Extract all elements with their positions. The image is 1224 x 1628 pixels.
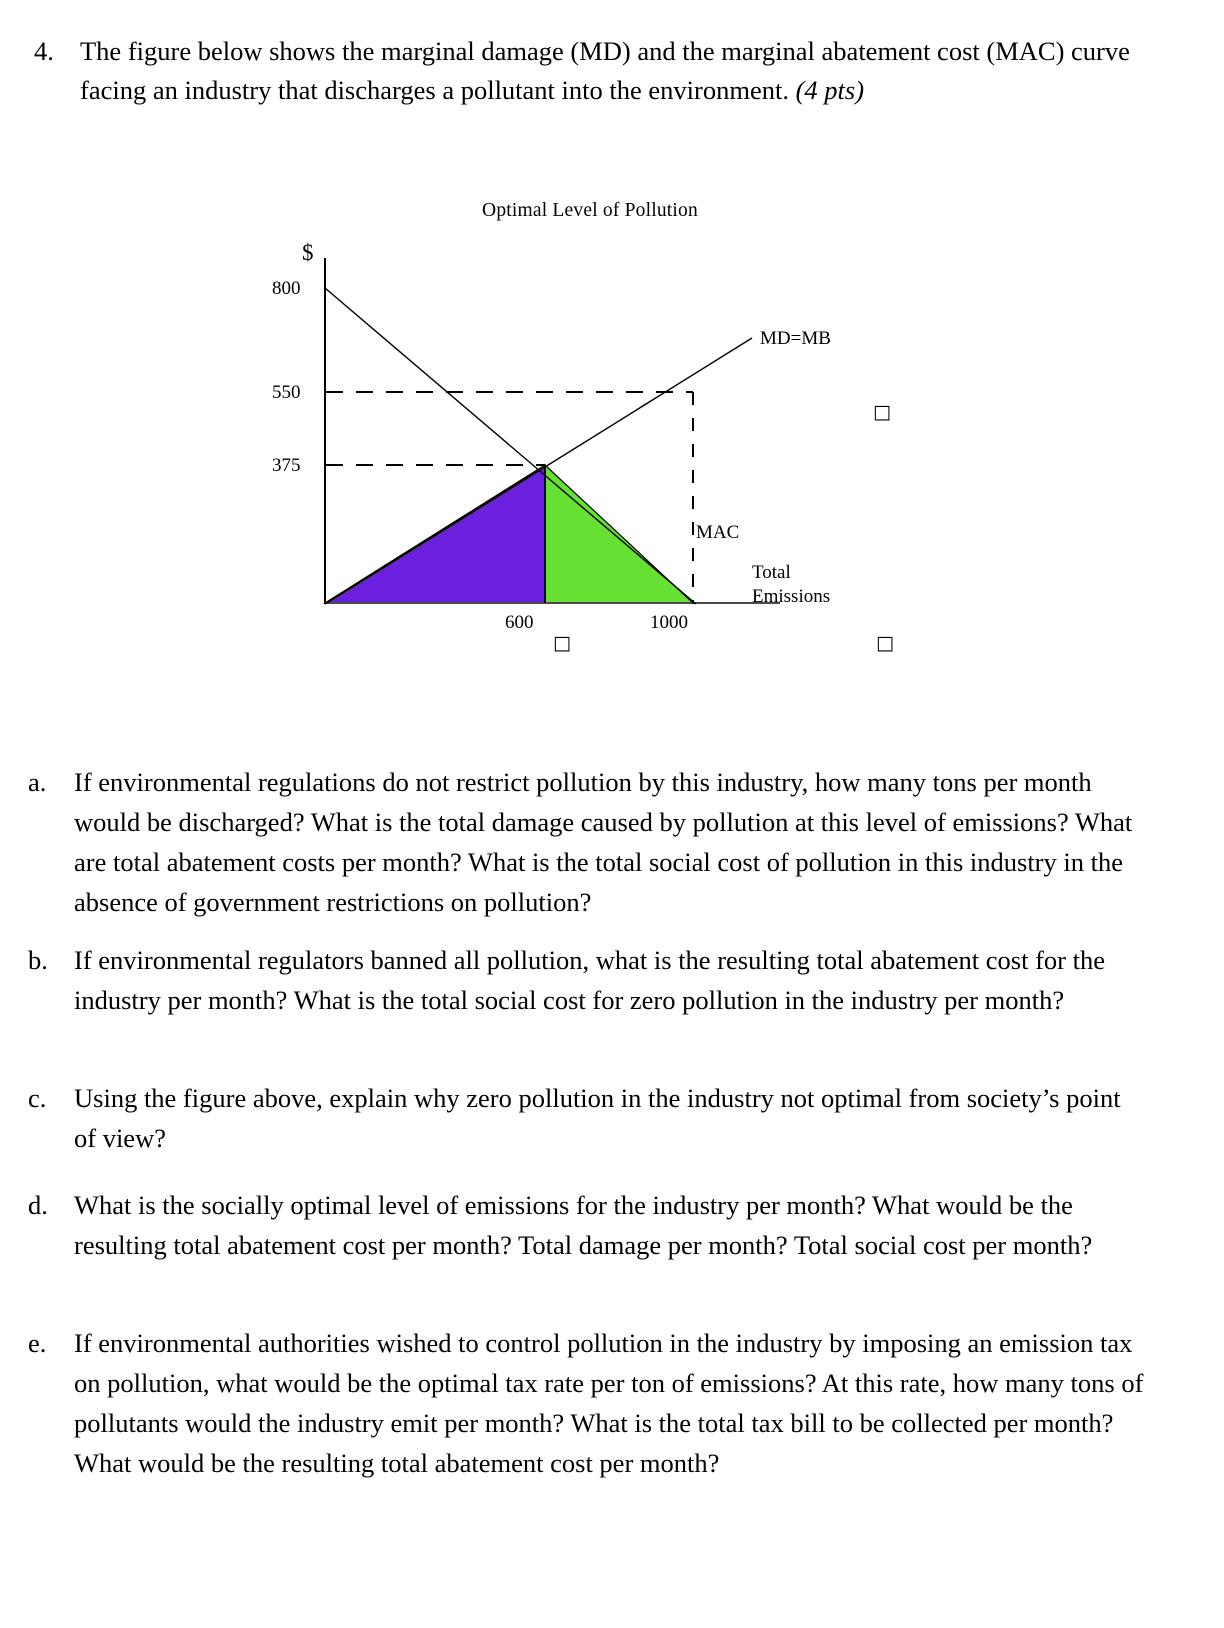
part-e [28,1323,1148,1483]
chart-title: Optimal Level of Pollution [482,200,698,221]
part-a-marker: a. [28,767,47,797]
part-b-text: If environmental regulators banned all pollution, what is the resulting total abatement cost for the industry per month? What is the total social cost for zero pollution in the industry per month? [74,945,1106,1015]
part-c-text: Using the figure above, explain why zero pollution in the industry not optimal from society’s point of view? [74,1083,1121,1153]
part-c-marker: c. [28,1083,47,1113]
y-tick-375: 375 [272,455,301,476]
missing-glyph-box-below-right: □ [876,632,894,654]
question-number: 4. [34,36,54,66]
part-d [28,1185,1148,1265]
part-b [28,940,1148,1020]
y-tick-550: 550 [272,382,301,403]
part-a [28,762,1148,922]
part-a-text: If environmental regulations do not restrict pollution by this industry, how many tons per month would be discharged? What is the total damage caused by pollution at this level of emissions? What are total abatement costs per month? What is the total social cost of pollution in this industry in the absence of government restrictions on pollution? [74,767,1133,917]
chart-canvas [240,190,940,660]
y-axis-dollar-symbol: $ [302,240,314,265]
question-text [80,32,1144,110]
purple-area-total-damage [325,465,545,603]
x-tick-1000: 1000 [650,612,688,633]
part-c [28,1078,1148,1158]
mac-curve-label: MAC [696,522,740,543]
md-mb-curve-label: MD=MB [760,328,831,349]
figure-optimal-level-of-pollution [240,190,940,660]
question-4 [34,32,1144,110]
part-d-text: What is the socially optimal level of emissions for the industry per month? What would be the resulting total abatement cost per month? Total damage per month? Total social cost per month? [74,1190,1093,1260]
part-e-text: If environmental authorities wished to control pollution in the industry by imposing an emission tax on pollution, what would be the optimal tax rate per ton of emissions? At this rate, how many tons of pollutants would the industry emit per month? What is the total tax bill to be collected per month? What would be the resulting total abatement cost per month? [74,1328,1144,1478]
part-d-marker: d. [28,1190,48,1220]
y-tick-800: 800 [272,278,301,299]
question-points: (4 pts) [795,75,865,105]
x-axis-title-line1: Total [752,562,791,583]
missing-glyph-box-below-600: □ [553,632,571,654]
x-axis-title-line2: Emissions [752,586,831,607]
part-e-marker: e. [28,1328,47,1358]
part-b-marker: b. [28,945,48,975]
x-tick-600: 600 [505,612,534,633]
question-sentence: The figure below shows the marginal damage (MD) and the marginal abatement cost (MAC) curve facing an industry that discharges a pollutant into the environment. [80,36,1130,105]
missing-glyph-box-right-upper: □ [873,401,891,423]
